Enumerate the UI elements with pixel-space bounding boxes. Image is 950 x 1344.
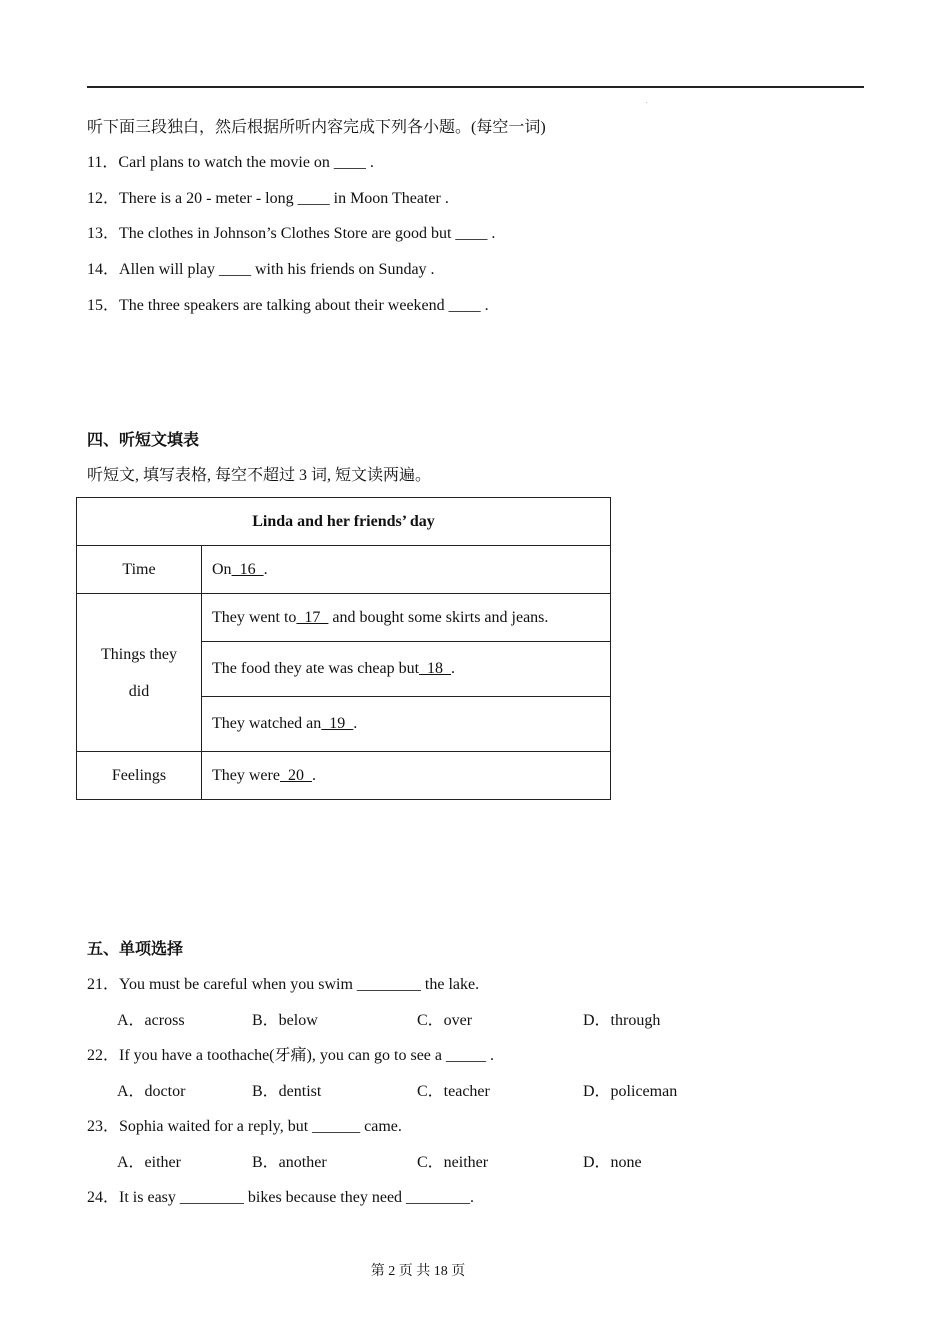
cell-text: They watched an xyxy=(212,715,322,732)
question-22 xyxy=(87,1046,494,1066)
option-d[interactable]: D．through xyxy=(583,1012,661,1029)
option-a[interactable]: A．doctor xyxy=(117,1083,186,1100)
table-title-row xyxy=(77,498,611,546)
listening-instruction: 听下面三段独白，然后根据所听内容完成下列各小题。(每空一词) xyxy=(87,119,546,136)
question-number: 11． xyxy=(87,154,119,171)
cell-text: They went to xyxy=(212,608,297,626)
option-b[interactable]: B．below xyxy=(252,1012,318,1029)
row17-cell xyxy=(202,594,611,642)
table-title: Linda and her friends’ day xyxy=(77,498,611,546)
things-label xyxy=(77,594,202,752)
question-14 xyxy=(87,260,435,280)
cell-text: . xyxy=(353,715,358,732)
section5-title: 五、单项选择 xyxy=(87,941,184,958)
question-text: Allen will play ____ with his friends on Sunday . xyxy=(119,261,435,278)
header-dot: . xyxy=(646,99,648,105)
cell-text: . xyxy=(451,660,456,677)
cell-text: On xyxy=(212,560,232,578)
blank-20: 20 xyxy=(279,766,312,784)
option-d[interactable]: D．none xyxy=(583,1154,642,1171)
option-c[interactable]: C．teacher xyxy=(417,1083,490,1100)
cell-text: The food they ate was cheap but xyxy=(212,660,420,677)
question-number: 15． xyxy=(87,297,120,314)
question-text: There is a 20 - meter - long ____ in Moon Theater . xyxy=(119,190,449,207)
feelings-label: Feelings xyxy=(77,752,202,800)
section4-instruction: 听短文, 填写表格, 每空不超过 3 词, 短文读两遍。 xyxy=(87,467,432,484)
question-21 xyxy=(87,975,479,995)
question-23 xyxy=(87,1117,402,1137)
cell-text: . xyxy=(263,560,268,578)
option-b[interactable]: B．dentist xyxy=(252,1083,322,1100)
option-b[interactable]: B．another xyxy=(252,1154,327,1171)
option-c[interactable]: C．neither xyxy=(417,1154,489,1171)
table-row-17 xyxy=(77,594,611,642)
blank-17: 17 xyxy=(296,608,329,626)
question-number: 14． xyxy=(87,261,120,278)
row18-cell xyxy=(202,642,611,697)
question-number: 13． xyxy=(87,225,120,242)
question-11 xyxy=(87,153,374,173)
question-text: You must be careful when you swim ________ the lake. xyxy=(119,976,480,993)
question-text: Sophia waited for a reply, but ______ came. xyxy=(119,1118,402,1135)
question-24 xyxy=(87,1188,474,1208)
question-12 xyxy=(87,189,449,209)
cell-text: . xyxy=(311,766,316,784)
question-15 xyxy=(87,296,489,316)
row19-cell xyxy=(202,697,611,752)
question-number: 12． xyxy=(87,190,120,207)
question-13 xyxy=(87,224,495,244)
question-number: 23． xyxy=(87,1118,120,1135)
cell-text: and bought some skirts and jeans. xyxy=(328,608,549,626)
blank-18: 18 xyxy=(419,660,452,677)
blank-16: 16 xyxy=(231,560,264,578)
question-text: It is easy ________ bikes because they need ________. xyxy=(119,1189,475,1206)
time-cell xyxy=(202,546,611,594)
time-label: Time xyxy=(77,546,202,594)
table-row-feelings xyxy=(77,752,611,800)
page-footer: 第 2 页 共 18 页 xyxy=(370,1264,466,1279)
blank-19: 19 xyxy=(321,715,354,732)
question-text: The clothes in Johnson’s Clothes Store are good but ____ . xyxy=(119,225,496,242)
option-c[interactable]: C．over xyxy=(417,1012,473,1029)
header-rule xyxy=(87,86,864,88)
things-label-line1: Things they xyxy=(101,645,177,663)
question-number: 24． xyxy=(87,1189,120,1206)
cell-text: They were xyxy=(212,766,280,784)
question-number: 21． xyxy=(87,976,120,993)
things-label-line2: did xyxy=(128,682,150,700)
question-text: If you have a toothache(牙痛), you can go to see a _____ . xyxy=(119,1047,495,1064)
question-text: Carl plans to watch the movie on ____ . xyxy=(118,154,374,171)
question-number: 22． xyxy=(87,1047,120,1064)
option-a[interactable]: A．across xyxy=(117,1012,185,1029)
section4-title: 四、听短文填表 xyxy=(87,432,200,449)
row20-cell xyxy=(202,752,611,800)
table-row-time xyxy=(77,546,611,594)
question-text: The three speakers are talking about their weekend ____ . xyxy=(119,297,489,314)
option-d[interactable]: D．policeman xyxy=(583,1083,678,1100)
option-a[interactable]: A．either xyxy=(117,1154,181,1171)
fill-in-table xyxy=(76,497,611,800)
